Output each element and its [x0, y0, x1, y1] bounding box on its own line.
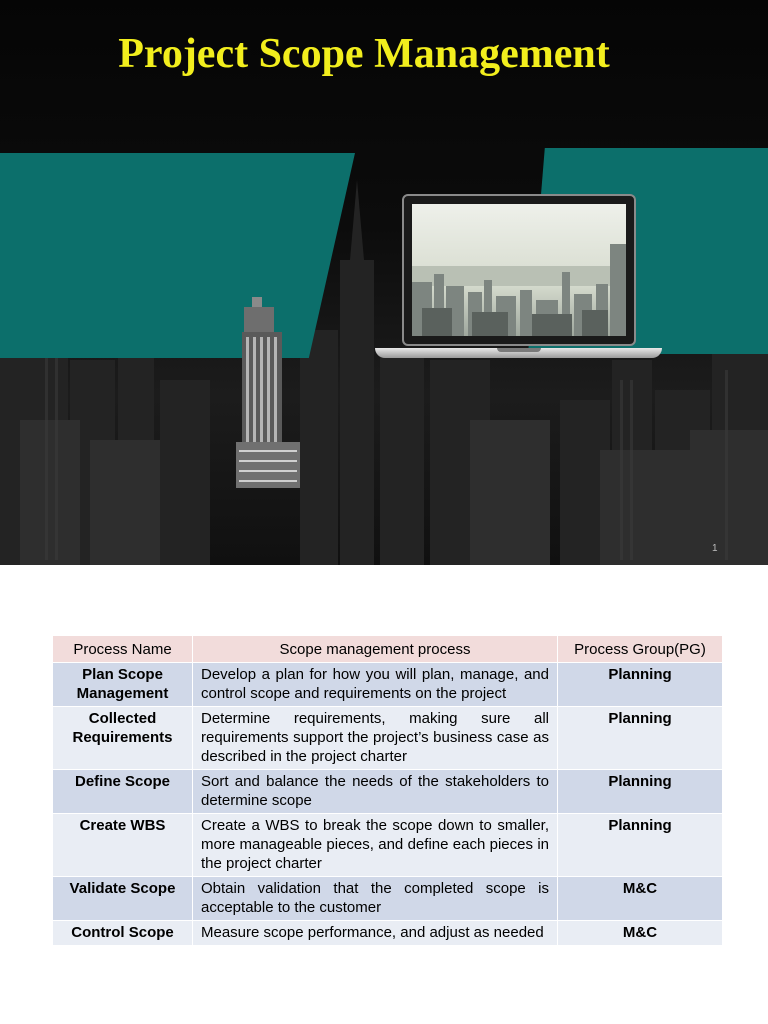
laptop-city-photo: [412, 204, 626, 336]
scope-process-table: [52, 635, 723, 946]
page-number: 1: [712, 543, 718, 554]
process-description: Sort and balance the needs of the stakeholders to determine scope: [193, 770, 558, 814]
process-group: Planning: [558, 814, 723, 877]
process-name: Control Scope: [53, 921, 193, 946]
table-row: [53, 814, 723, 877]
process-name: Define Scope: [53, 770, 193, 814]
skyscraper-image: [230, 292, 305, 492]
process-description: Measure scope performance, and adjust as needed: [193, 921, 558, 946]
process-description: Determine requirements, making sure all requirements support the project’s business case as described in the project charter: [193, 707, 558, 770]
table-row: [53, 770, 723, 814]
process-name: Plan Scope Management: [53, 663, 193, 707]
process-name: Create WBS: [53, 814, 193, 877]
table-header-row: [53, 636, 723, 663]
table-row: [53, 921, 723, 946]
laptop-image: [402, 194, 636, 346]
table-row: [53, 877, 723, 921]
table-row: [53, 707, 723, 770]
process-group: M&C: [558, 877, 723, 921]
table-row: [53, 663, 723, 707]
process-description: Create a WBS to break the scope down to smaller, more manageable pieces, and define each pieces in the project charter: [193, 814, 558, 877]
process-group: M&C: [558, 921, 723, 946]
process-description: Develop a plan for how you will plan, manage, and control scope and requirements on the project: [193, 663, 558, 707]
header-process-name: Process Name: [53, 636, 193, 663]
header-process-group: Process Group(PG): [558, 636, 723, 663]
process-description: Obtain validation that the completed scope is acceptable to the customer: [193, 877, 558, 921]
process-group: Planning: [558, 770, 723, 814]
process-name: Collected Requirements: [53, 707, 193, 770]
header-scope-process: Scope management process: [193, 636, 558, 663]
laptop-notch: [497, 348, 541, 352]
process-group: Planning: [558, 663, 723, 707]
process-name: Validate Scope: [53, 877, 193, 921]
slide-title: Project Scope Management: [118, 31, 610, 77]
process-group: Planning: [558, 707, 723, 770]
